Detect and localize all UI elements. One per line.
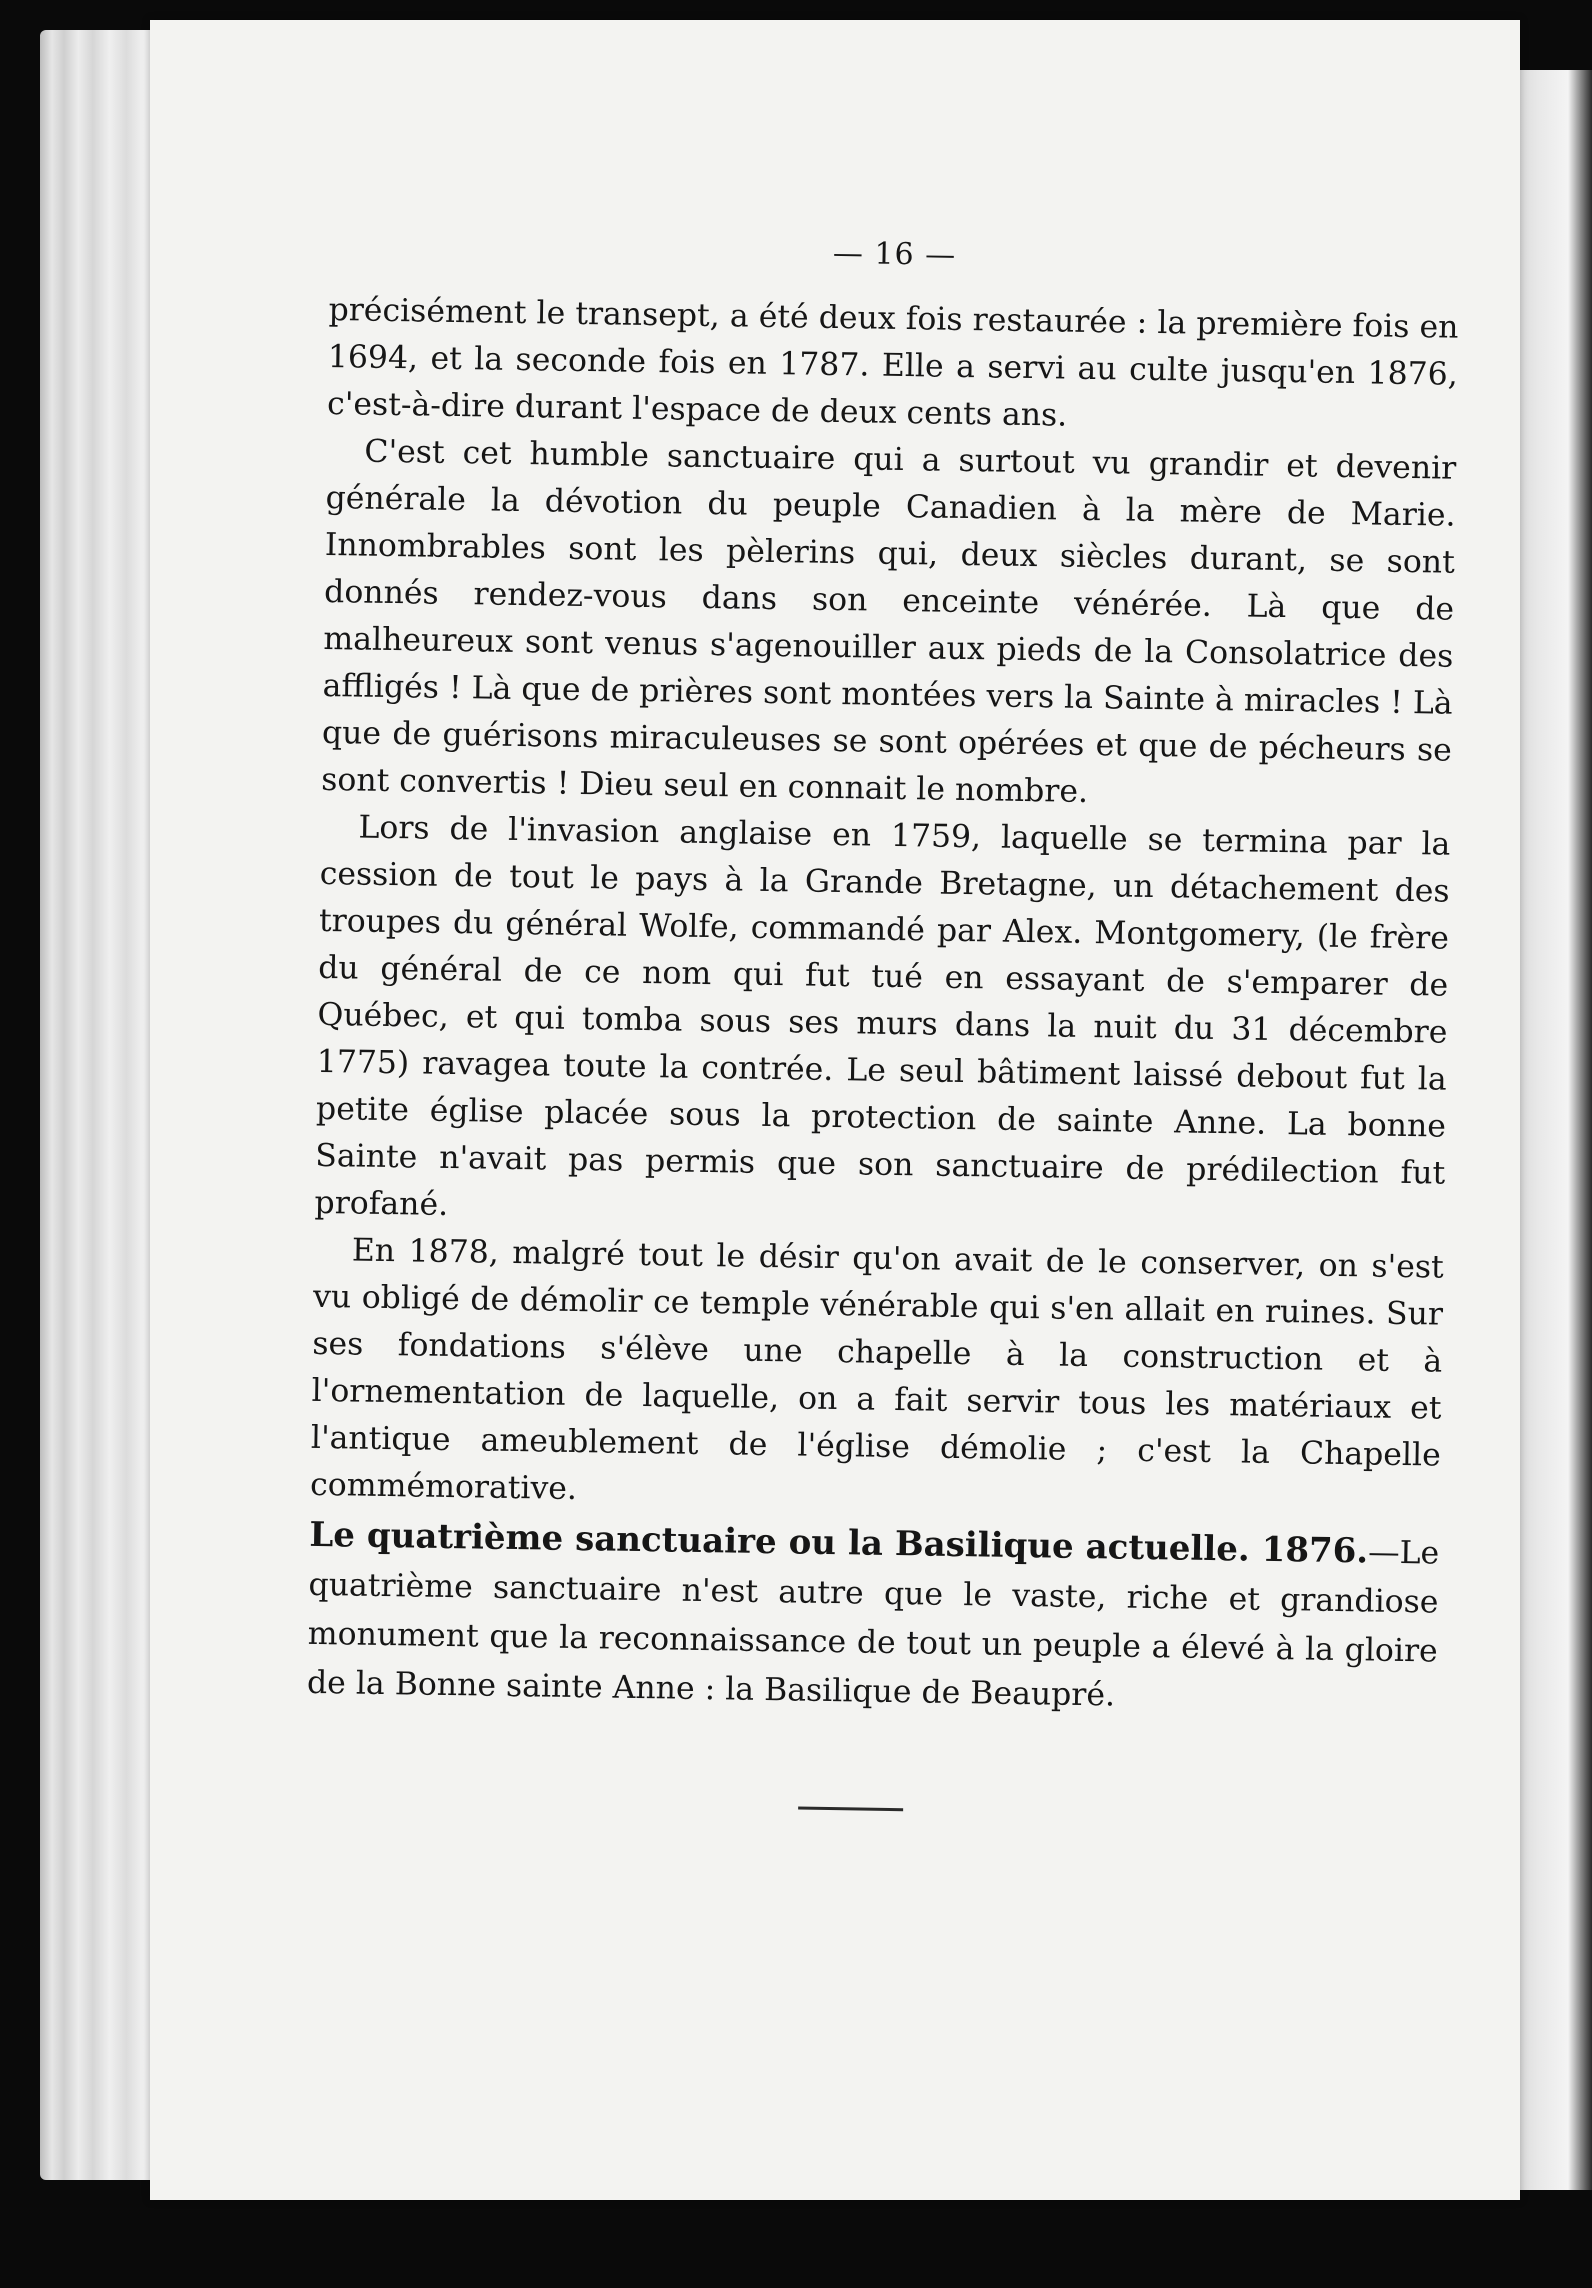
paragraph-3: Lors de l'invasion anglaise en 1759, laquelle se termina par la cession de tout le pays à la Grande Bretagne, un détachement des troupes du général Wolfe, commandé par Alex. Montgomery, (le frère du général de ce nom qui fut tué en essayant de s'emparer de Québec, et qui tomba sous ses murs dans la nuit du 31 décembre 1775) ravagea toute la contrée. Le seul bâtiment laissé debout fut la petite église placée sous la protection de sainte Anne. La bonne Sainte n'avait pas permis que son sanctuaire de prédilection fut profané.: [314, 809, 1451, 1223]
section-text: —Le quatrième sanctuaire n'est autre que le vaste, riche et grandiose monument que la reconnaissance de tout un peuple a élevé à la gloire de la Bonne sainte Anne : la Basilique de Beaupré.: [306, 1534, 1440, 1714]
page-number: — 16 —: [832, 235, 957, 273]
page-content: [305, 222, 1460, 1820]
section-heading-block: [307, 1511, 1440, 1725]
paragraph-1: précisément le transept, a été deux fois restaurée : la première fois en 1694, et la seconde fois en 1787. Elle a servi au culte jusqu'en 1876, c'est-à-dire durant l'espace de deux cents ans.: [326, 291, 1459, 434]
paragraph-2: C'est cet humble sanctuaire qui a surtout vu grandir et devenir générale la dévotion du peuple Canadien à la mère de Marie. Innombrables sont les pèlerins qui, deux siècles durant, se sont donnés rendez-vous dans son enceinte vénérée. Là que de malheureux sont venus s'agenouiller aux pieds de la Consolatrice des affligés ! Là que de prières sont montées vers la Sainte à miracles ! Là que de guérisons miraculeuses se sont opérées et que de pécheurs se sont convertis ! Dieu seul en connait le nombre.: [320, 433, 1457, 810]
section-year: 1876.: [1261, 1529, 1369, 1572]
section-heading: Le quatrième sanctuaire ou la Basilique actuelle.: [309, 1514, 1251, 1570]
stacked-page-edges: [40, 30, 160, 2180]
paragraph-4: En 1878, malgré tout le désir qu'on avait de le conserver, on s'est vu obligé de démolir ce temple vénérable qui s'en allait en ruines. Sur ses fondations s'élève une chapelle à la construction et à l'ornementation de laquelle, on a fait servir tous les matériaux et l'antique ameublement de l'église démolie ; c'est la Chapelle commémorative.: [309, 1232, 1444, 1508]
